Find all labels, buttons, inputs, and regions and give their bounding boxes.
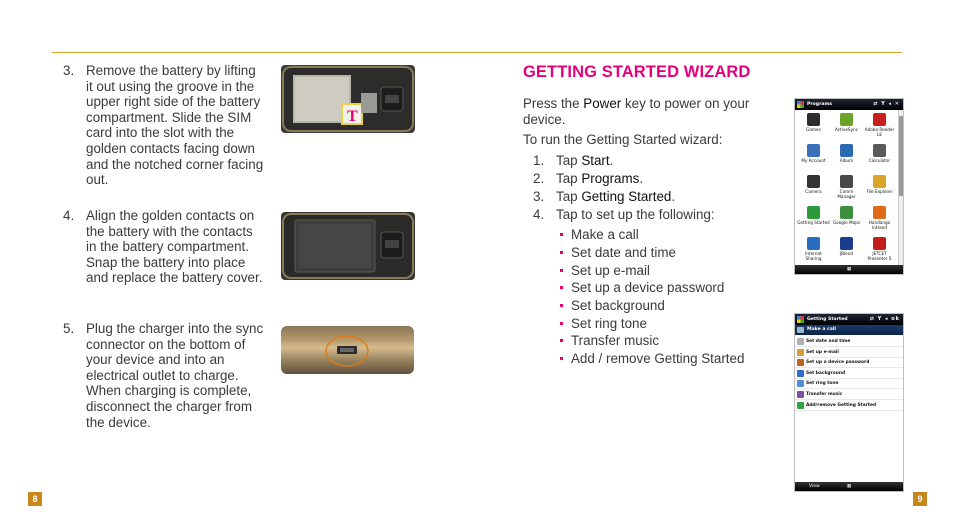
- status-indicators: ⇄ Y ◂ ok: [869, 316, 900, 322]
- getting-started-screenshot: [794, 313, 904, 492]
- program-icon: [873, 144, 886, 157]
- windows-start-icon[interactable]: [797, 316, 804, 323]
- step-number: 3.: [63, 63, 75, 78]
- step-number: 5.: [63, 321, 75, 336]
- keyboard-icon[interactable]: ▦: [846, 267, 852, 272]
- screen-title: Programs: [807, 102, 832, 107]
- step-bold: Start: [581, 153, 610, 168]
- bullet-text: Add / remove Getting Started: [571, 351, 745, 366]
- svg-text:T: T: [347, 108, 358, 125]
- getting-started-item[interactable]: [795, 357, 903, 368]
- item-icon: [797, 380, 804, 387]
- step-prefix: Tap: [556, 153, 582, 168]
- scrollbar-thumb[interactable]: [899, 116, 903, 196]
- bullet-dot: [560, 304, 563, 307]
- item-icon: [797, 402, 804, 409]
- program-icon: [807, 237, 820, 250]
- program-label: Calculator: [868, 158, 891, 163]
- top-rule: [52, 52, 902, 53]
- step-number: 1.: [533, 153, 545, 168]
- bullet-text: Set up a device password: [571, 280, 725, 295]
- getting-started-item[interactable]: [795, 389, 903, 400]
- keyboard-icon[interactable]: ▦: [846, 484, 852, 489]
- step-text: Remove the battery by lifting it out using the groove in the upper right side of the battery compartment. Slide the SIM card into the slot with the golden contacts facing down and the notched corner facing out.: [86, 63, 264, 188]
- bullet-text: Set ring tone: [571, 316, 647, 331]
- program-label: JBlend: [839, 251, 854, 256]
- status-indicators: ⇄ Y ◂ ✕: [873, 101, 900, 107]
- view-softkey[interactable]: View: [809, 484, 820, 489]
- item-icon: [797, 391, 804, 398]
- program-label: Games: [806, 127, 821, 132]
- program-label: Google Maps: [832, 220, 861, 225]
- item-label: Set date and time: [806, 339, 851, 344]
- bullet-dot: [560, 269, 563, 272]
- item-label: Set ring tone: [806, 381, 839, 387]
- item-icon: [797, 370, 804, 377]
- program-icon: [840, 175, 853, 188]
- step-suffix: .: [639, 171, 644, 186]
- step-prefix: Tap to set up the following:: [556, 207, 715, 222]
- phone-icon: [797, 327, 804, 333]
- step-text: Align the golden contacts on the battery with the contacts in the battery compartment. Snap the battery into place and replace the battery cover.: [86, 208, 263, 286]
- program-label: Adobe Reader LE: [864, 127, 895, 137]
- title-bar: [795, 314, 903, 325]
- battery-installed-photo: [281, 212, 415, 280]
- item-label: Make a call: [807, 327, 836, 332]
- bullet-dot: [560, 251, 563, 254]
- bullet-dot: [560, 233, 563, 236]
- step-suffix: .: [609, 153, 614, 168]
- program-label: Album: [839, 158, 854, 163]
- wizard-intro: To run the Getting Started wizard:: [523, 132, 723, 147]
- power-key-label: Power: [583, 96, 622, 111]
- softkey-bar: [795, 482, 903, 491]
- battery-compartment-sim-photo: [281, 65, 415, 133]
- program-icon: [873, 206, 886, 219]
- windows-start-icon[interactable]: [797, 101, 804, 108]
- step-number: 3.: [533, 189, 545, 204]
- bullet-text: Set up e-mail: [571, 263, 650, 278]
- item-icon: [797, 349, 804, 356]
- step-prefix: Tap: [556, 171, 582, 186]
- item-icon: [797, 359, 804, 366]
- item-label: Set up e-mail: [806, 349, 839, 355]
- softkey-bar: [795, 265, 903, 274]
- program-label: Getting Started: [797, 220, 830, 225]
- program-icon: [873, 113, 886, 126]
- bullet-text: Set date and time: [571, 245, 676, 260]
- scrollbar[interactable]: [898, 110, 903, 267]
- program-label: Internet Sharing: [805, 251, 822, 261]
- program-icon: [873, 237, 886, 250]
- power-text-prefix: Press the: [523, 96, 584, 111]
- item-label: Add/remove Getting Started: [806, 402, 877, 408]
- program-label: File Explorer: [866, 189, 893, 194]
- bullet-text: Transfer music: [571, 333, 660, 348]
- step-suffix: .: [671, 189, 676, 204]
- bullet-text: Make a call: [571, 227, 639, 242]
- program-icon: [807, 144, 820, 157]
- program-label: ActiveSync: [834, 127, 859, 132]
- page-number-right: 9: [913, 492, 927, 506]
- getting-started-item[interactable]: [795, 368, 903, 379]
- step-bold: Getting Started: [581, 189, 672, 204]
- item-icon: [797, 338, 804, 345]
- program-icon: [840, 144, 853, 157]
- charger-port-photo: [281, 326, 414, 374]
- step-text: Plug the charger into the sync connector on the bottom of your device and into an electrical outlet to charge. When charging is complete, disconnect the charger from the device.: [86, 321, 264, 430]
- program-icon: [807, 113, 820, 126]
- power-text-suffix: key to power on your device.: [523, 96, 750, 127]
- bullet-dot: [560, 322, 563, 325]
- program-icon: [807, 175, 820, 188]
- item-label: Set background: [806, 370, 846, 376]
- program-label: JETCET Presenter 5: [867, 251, 892, 261]
- program-icon: [873, 175, 886, 188]
- programs-screenshot: [794, 98, 904, 275]
- program-icon: [807, 206, 820, 219]
- getting-started-item[interactable]: [795, 347, 903, 358]
- step-bold: Programs: [581, 171, 640, 186]
- getting-started-item[interactable]: [795, 400, 903, 411]
- section-title: GETTING STARTED WIZARD: [523, 63, 751, 81]
- program-icon: [840, 237, 853, 250]
- page-number-left: 8: [28, 492, 42, 506]
- step-number: 4.: [63, 208, 75, 223]
- bullet-text: Set background: [571, 298, 665, 313]
- program-label: Camera: [805, 189, 822, 194]
- getting-started-item[interactable]: [795, 336, 903, 347]
- bullet-dot: [560, 357, 563, 360]
- make-a-call-item[interactable]: [795, 325, 903, 335]
- step-number: 2.: [533, 171, 545, 186]
- program-label: Handango InHand: [868, 220, 891, 230]
- step-prefix: Tap: [556, 189, 582, 204]
- power-instruction: [523, 96, 753, 127]
- bullet-dot: [560, 286, 563, 289]
- program-label: My Account: [801, 158, 826, 163]
- screen-title: Getting Started: [807, 317, 848, 322]
- program-icon: [840, 206, 853, 219]
- step-number: 4.: [533, 207, 545, 222]
- title-bar: [795, 99, 903, 110]
- getting-started-item[interactable]: [795, 378, 903, 389]
- program-icon: [840, 113, 853, 126]
- item-label: Transfer music: [806, 392, 843, 397]
- bullet-dot: [560, 339, 563, 342]
- program-label: Comm Manager: [837, 189, 856, 199]
- item-label: Set up a device password: [806, 360, 870, 366]
